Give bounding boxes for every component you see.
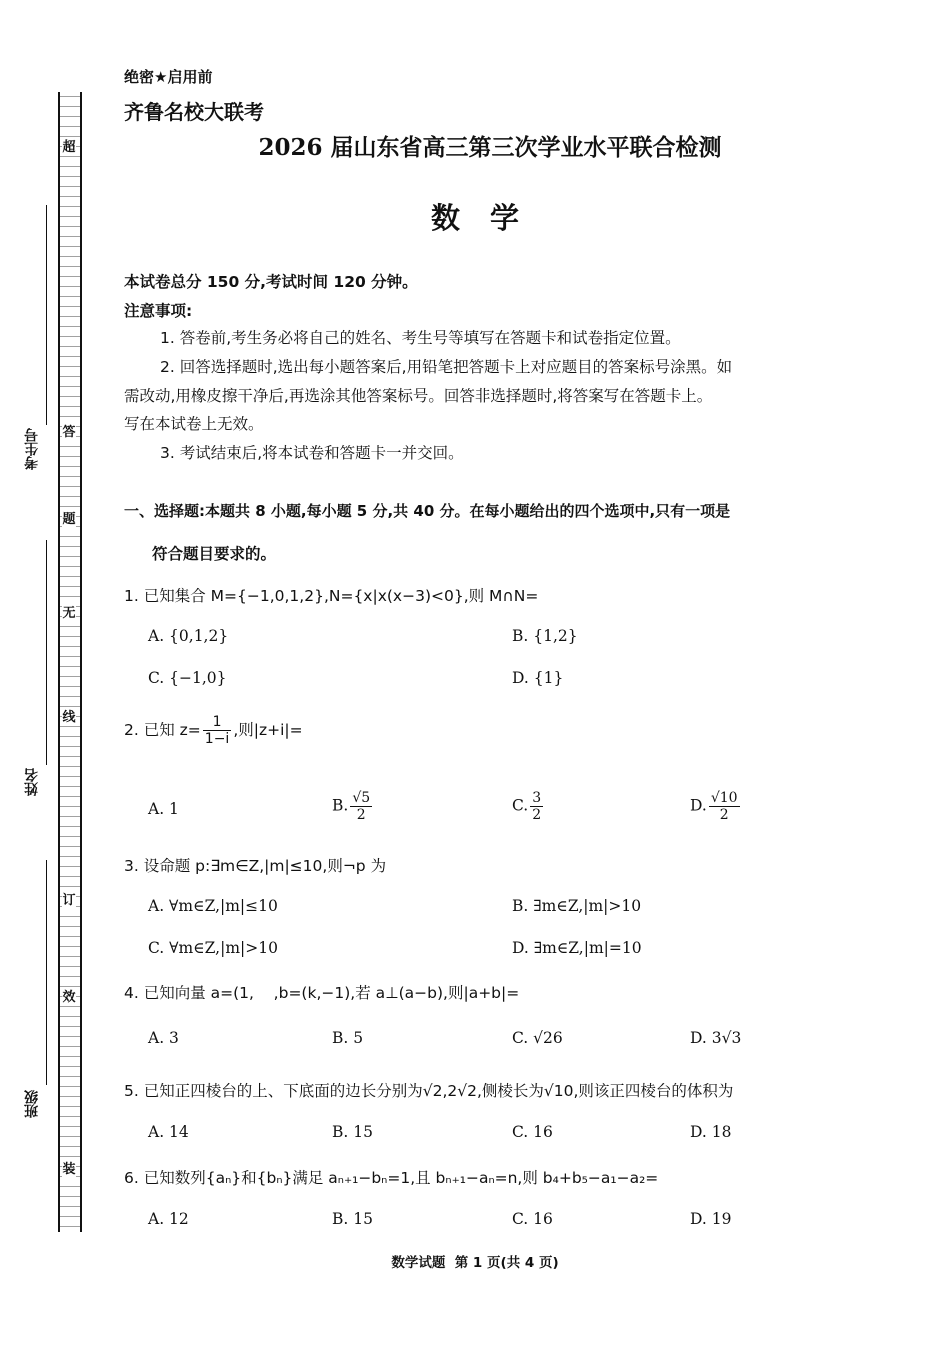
class-line	[46, 860, 47, 1085]
binding-word: 线	[62, 710, 76, 725]
option-fraction	[350, 790, 372, 823]
section-heading-cont: 符合题目要求的。	[152, 545, 277, 563]
fraction-denominator: 1−i	[204, 731, 230, 747]
question-6-option-b: B. 15	[332, 1210, 373, 1228]
binding-word: 答	[62, 425, 76, 440]
name-label: 姓名	[24, 768, 40, 796]
question-2-option-b	[332, 790, 374, 823]
question-2-stem	[124, 714, 303, 747]
question-6-option-c: C. 16	[512, 1210, 553, 1228]
note-2: 2. 回答选择题时,选出每小题答案后,用铅笔把答题卡上对应题目的答案标号涂黑。如	[160, 358, 733, 376]
binding-margin-frame	[58, 92, 82, 1232]
question-6-option-d: D. 19	[690, 1210, 732, 1228]
fraction-denominator: 2	[356, 807, 366, 823]
note-2-cont: 需改动,用橡皮擦干净后,再选涂其他答案标号。回答非选择题时,将答案写在答题卡上。	[124, 387, 713, 405]
question-4-option-d: D. 3√3	[690, 1029, 742, 1047]
question-3-option-b: B. ∃m∈Z,|m|>10	[512, 897, 642, 915]
question-4-option-b: B. 5	[332, 1029, 364, 1047]
question-3-option-a: A. ∀m∈Z,|m|≤10	[148, 897, 278, 915]
option-fraction	[530, 790, 543, 823]
question-3-stem: 3. 设命题 p:∃m∈Z,|m|≤10,则¬p 为	[124, 857, 387, 875]
total-score: 本试卷总分 150 分,考试时间 120 分钟。	[124, 273, 418, 291]
section-heading: 一、选择题:本题共 8 小题,每小题 5 分,共 40 分。在每小题给出的四个选项中,只有一项是	[124, 502, 731, 520]
confidential-mark: 绝密★启用前	[124, 68, 213, 86]
question-2-stem-post: ,则|z+i|=	[233, 721, 303, 739]
fraction-numerator: √5	[352, 790, 371, 806]
exam-title: 2026 届山东省高三第三次学业水平联合检测	[258, 134, 722, 161]
class-label: 班级	[24, 1090, 40, 1118]
option-label: C.	[512, 796, 529, 815]
binding-word: 效	[62, 990, 76, 1005]
fraction-numerator: √10	[710, 790, 738, 806]
question-5-option-b: B. 15	[332, 1123, 373, 1141]
exam-number-label: 考生号	[24, 428, 40, 470]
option-label: D.	[690, 796, 707, 815]
question-3-option-c: C. ∀m∈Z,|m|>10	[148, 939, 278, 957]
binding-word: 订	[62, 893, 76, 908]
question-1-option-d: D. {1}	[512, 669, 564, 687]
option-label: B.	[332, 796, 349, 815]
question-3-option-d: D. ∃m∈Z,|m|=10	[512, 939, 642, 957]
fraction-numerator: 1	[203, 714, 232, 731]
binding-word: 无	[62, 606, 76, 621]
binding-word: 题	[62, 512, 76, 527]
question-1-option-a: A. {0,1,2}	[148, 627, 229, 645]
question-4-option-c: C. √26	[512, 1029, 563, 1047]
notice-title: 注意事项:	[124, 302, 193, 320]
question-1-option-b: B. {1,2}	[512, 627, 578, 645]
note-2-end: 写在本试卷上无效。	[124, 415, 264, 433]
question-6-stem: 6. 已知数列{aₙ}和{bₙ}满足 aₙ₊₁−bₙ=1,且 bₙ₊₁−aₙ=n,则 b₄+b₅−a₁−a₂=	[124, 1169, 659, 1187]
question-1-option-c: C. {−1,0}	[148, 669, 227, 687]
question-2-fraction	[203, 714, 232, 747]
exam-number-line	[46, 205, 47, 425]
question-2-stem-pre: 2. 已知 z=	[124, 721, 201, 739]
fraction-denominator: 2	[532, 807, 542, 823]
question-4-option-a: A. 3	[148, 1029, 179, 1047]
binding-word: 超	[62, 140, 76, 155]
question-1-stem: 1. 已知集合 M={−1,0,1,2},N={x|x(x−3)<0},则 M∩N=	[124, 587, 539, 605]
question-2-option-d	[690, 790, 742, 823]
name-line	[46, 540, 47, 765]
exam-union: 齐鲁名校大联考	[124, 100, 264, 124]
question-5-option-a: A. 14	[148, 1123, 189, 1141]
fraction-numerator: 3	[532, 790, 542, 806]
fraction-denominator: 2	[719, 807, 729, 823]
page-footer: 数学试题 第 1 页(共 4 页)	[391, 1255, 559, 1271]
question-2-option-a: A. 1	[148, 800, 179, 818]
question-2-option-c	[512, 790, 545, 823]
subject-title: 数学	[430, 201, 549, 235]
question-4-stem: 4. 已知向量 a=(1, ,b=(k,−1),若 a⊥(a−b),则|a+b|=	[124, 984, 520, 1002]
question-5-stem: 5. 已知正四棱台的上、下底面的边长分别为√2,2√2,侧棱长为√10,则该正四棱台的体积为	[124, 1082, 734, 1100]
question-5-option-c: C. 16	[512, 1123, 553, 1141]
binding-word: 装	[62, 1162, 76, 1177]
question-6-option-a: A. 12	[148, 1210, 189, 1228]
option-fraction	[709, 790, 740, 823]
note-3: 3. 考试结束后,将本试卷和答题卡一并交回。	[160, 444, 464, 462]
question-5-option-d: D. 18	[690, 1123, 732, 1141]
note-1: 1. 答卷前,考生务必将自己的姓名、考生号等填写在答题卡和试卷指定位置。	[160, 329, 681, 347]
